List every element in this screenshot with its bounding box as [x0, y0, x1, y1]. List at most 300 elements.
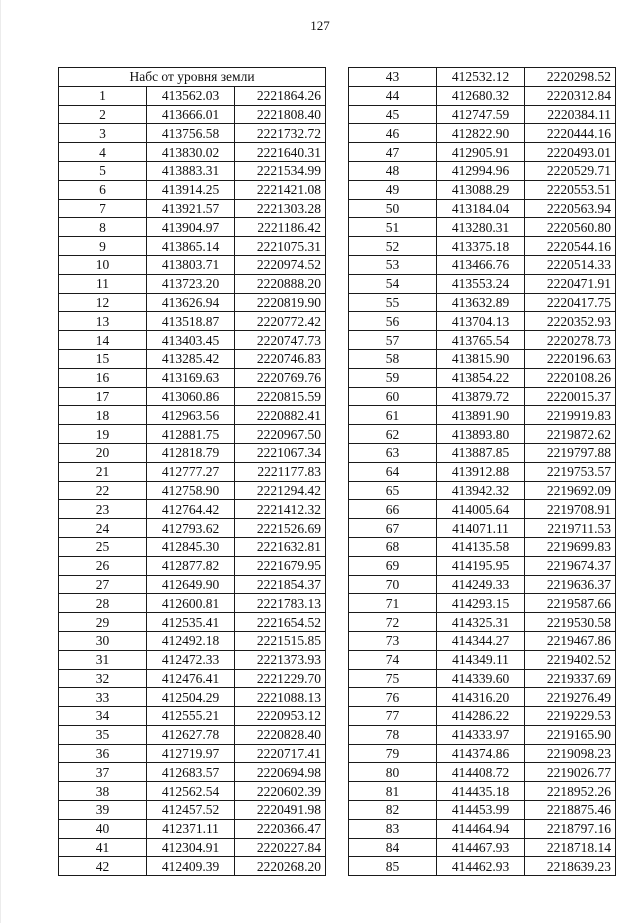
point-number: 58 [349, 349, 437, 368]
coord-y: 2219098.23 [525, 744, 616, 763]
table-row [59, 462, 326, 481]
coord-x: 414286.22 [437, 707, 525, 726]
coord-x: 414249.33 [437, 575, 525, 594]
point-number: 51 [349, 218, 437, 237]
point-number: 79 [349, 744, 437, 763]
coord-y: 2220769.76 [235, 368, 326, 387]
coord-x: 414467.93 [437, 838, 525, 857]
coord-y: 2220366.47 [235, 819, 326, 838]
scan-edge [0, 0, 1, 923]
table-row [59, 707, 326, 726]
table-row [59, 105, 326, 124]
coord-x: 414344.27 [437, 631, 525, 650]
coord-x: 414453.99 [437, 801, 525, 820]
point-number: 78 [349, 725, 437, 744]
coord-y: 2221088.13 [235, 688, 326, 707]
coord-x: 412457.52 [147, 801, 235, 820]
table-row [59, 218, 326, 237]
point-number: 64 [349, 462, 437, 481]
point-number: 84 [349, 838, 437, 857]
coord-y: 2219872.62 [525, 425, 616, 444]
table-row [349, 669, 616, 688]
coord-x: 413830.02 [147, 143, 235, 162]
point-number: 30 [59, 631, 147, 650]
coord-x: 412532.12 [437, 68, 525, 87]
coord-y: 2221864.26 [235, 86, 326, 105]
point-number: 24 [59, 519, 147, 538]
coord-y: 2220553.51 [525, 180, 616, 199]
point-number: 7 [59, 199, 147, 218]
point-number: 14 [59, 331, 147, 350]
coord-x: 412504.29 [147, 688, 235, 707]
point-number: 29 [59, 613, 147, 632]
coord-y: 2221421.08 [235, 180, 326, 199]
coord-x: 414325.31 [437, 613, 525, 632]
coord-x: 412555.21 [147, 707, 235, 726]
point-number: 75 [349, 669, 437, 688]
table-row [349, 218, 616, 237]
point-number: 50 [349, 199, 437, 218]
coord-y: 2219699.83 [525, 537, 616, 556]
table-row [59, 331, 326, 350]
point-number: 18 [59, 406, 147, 425]
point-number: 16 [59, 368, 147, 387]
coord-x: 414071.11 [437, 519, 525, 538]
table-row [59, 763, 326, 782]
coord-x: 414374.86 [437, 744, 525, 763]
table-row [349, 349, 616, 368]
table-row [59, 124, 326, 143]
point-number: 21 [59, 462, 147, 481]
coord-x: 413184.04 [437, 199, 525, 218]
coord-y: 2219587.66 [525, 594, 616, 613]
coord-x: 413088.29 [437, 180, 525, 199]
table-row [349, 312, 616, 331]
point-number: 4 [59, 143, 147, 162]
point-number: 2 [59, 105, 147, 124]
table-row [59, 650, 326, 669]
coord-x: 414293.15 [437, 594, 525, 613]
point-number: 41 [59, 838, 147, 857]
table-row [59, 349, 326, 368]
point-number: 8 [59, 218, 147, 237]
table-row [349, 500, 616, 519]
point-number: 49 [349, 180, 437, 199]
point-number: 76 [349, 688, 437, 707]
coord-x: 412535.41 [147, 613, 235, 632]
table-row [349, 199, 616, 218]
table-row [59, 519, 326, 538]
table-row [59, 161, 326, 180]
coord-y: 2220772.42 [235, 312, 326, 331]
coord-x: 412562.54 [147, 782, 235, 801]
table-row [59, 669, 326, 688]
coord-x: 413285.42 [147, 349, 235, 368]
coord-x: 412719.97 [147, 744, 235, 763]
table-header: Набс от уровня земли [59, 68, 326, 87]
point-number: 1 [59, 86, 147, 105]
table-row [349, 293, 616, 312]
coord-y: 2221075.31 [235, 237, 326, 256]
coord-x: 413666.01 [147, 105, 235, 124]
point-number: 68 [349, 537, 437, 556]
coord-y: 2220602.39 [235, 782, 326, 801]
coord-y: 2220717.41 [235, 744, 326, 763]
coord-y: 2221515.85 [235, 631, 326, 650]
table-row [59, 199, 326, 218]
coord-x: 412818.79 [147, 443, 235, 462]
coord-y: 2220882.41 [235, 406, 326, 425]
table-row [59, 688, 326, 707]
coord-y: 2220015.37 [525, 387, 616, 406]
coord-x: 413904.97 [147, 218, 235, 237]
coord-y: 2221632.81 [235, 537, 326, 556]
coord-x: 412371.11 [147, 819, 235, 838]
point-number: 15 [59, 349, 147, 368]
point-number: 22 [59, 481, 147, 500]
coord-y: 2220514.33 [525, 255, 616, 274]
point-number: 81 [349, 782, 437, 801]
coord-y: 2219467.86 [525, 631, 616, 650]
point-number: 31 [59, 650, 147, 669]
table-row [349, 180, 616, 199]
table-row [349, 594, 616, 613]
point-number: 80 [349, 763, 437, 782]
point-number: 55 [349, 293, 437, 312]
coord-y: 2219708.91 [525, 500, 616, 519]
coord-y: 2218797.16 [525, 819, 616, 838]
coord-x: 413765.54 [437, 331, 525, 350]
table-row [59, 255, 326, 274]
coord-y: 2220953.12 [235, 707, 326, 726]
table-row [59, 575, 326, 594]
coord-x: 414462.93 [437, 857, 525, 876]
table-row [349, 537, 616, 556]
point-number: 47 [349, 143, 437, 162]
table-row [349, 443, 616, 462]
point-number: 33 [59, 688, 147, 707]
point-number: 63 [349, 443, 437, 462]
coord-x: 413756.58 [147, 124, 235, 143]
coord-x: 412905.91 [437, 143, 525, 162]
table-row [349, 556, 616, 575]
point-number: 57 [349, 331, 437, 350]
table-row [59, 725, 326, 744]
coord-y: 2219026.77 [525, 763, 616, 782]
table-row [59, 387, 326, 406]
table-row [59, 237, 326, 256]
point-number: 65 [349, 481, 437, 500]
coordinates-table-left-body [59, 68, 326, 876]
coord-x: 412472.33 [147, 650, 235, 669]
coord-x: 413466.76 [437, 255, 525, 274]
coord-x: 414005.64 [437, 500, 525, 519]
point-number: 52 [349, 237, 437, 256]
table-row [59, 312, 326, 331]
table-row [59, 594, 326, 613]
table-row [349, 688, 616, 707]
point-number: 60 [349, 387, 437, 406]
table-row [59, 537, 326, 556]
coord-y: 2220227.84 [235, 838, 326, 857]
point-number: 43 [349, 68, 437, 87]
point-number: 10 [59, 255, 147, 274]
coord-y: 2218718.14 [525, 838, 616, 857]
coord-y: 2219402.52 [525, 650, 616, 669]
coord-y: 2219530.58 [525, 613, 616, 632]
coord-x: 413704.13 [437, 312, 525, 331]
table-row [349, 838, 616, 857]
coord-y: 2219337.69 [525, 669, 616, 688]
point-number: 19 [59, 425, 147, 444]
point-number: 82 [349, 801, 437, 820]
coord-y: 2219753.57 [525, 462, 616, 481]
point-number: 28 [59, 594, 147, 613]
coord-x: 413060.86 [147, 387, 235, 406]
coord-y: 2219919.83 [525, 406, 616, 425]
coord-x: 413921.57 [147, 199, 235, 218]
table-row [59, 819, 326, 838]
coord-x: 412747.59 [437, 105, 525, 124]
coord-x: 412649.90 [147, 575, 235, 594]
coord-y: 2219229.53 [525, 707, 616, 726]
coord-y: 2220444.16 [525, 124, 616, 143]
coord-x: 413280.31 [437, 218, 525, 237]
coord-y: 2220384.11 [525, 105, 616, 124]
table-row [349, 255, 616, 274]
table-row [59, 556, 326, 575]
coord-y: 2221526.69 [235, 519, 326, 538]
coord-x: 412627.78 [147, 725, 235, 744]
coord-y: 2220974.52 [235, 255, 326, 274]
point-number: 20 [59, 443, 147, 462]
point-number: 11 [59, 274, 147, 293]
table-row [349, 801, 616, 820]
table-row [349, 406, 616, 425]
point-number: 13 [59, 312, 147, 331]
coord-y: 2218952.26 [525, 782, 616, 801]
table-row [59, 180, 326, 199]
coord-x: 412963.56 [147, 406, 235, 425]
coord-y: 2220417.75 [525, 293, 616, 312]
table-row [349, 725, 616, 744]
coord-y: 2220268.20 [235, 857, 326, 876]
coordinates-table-right [348, 67, 616, 876]
coord-x: 413562.03 [147, 86, 235, 105]
table-row [349, 575, 616, 594]
coord-y: 2219674.37 [525, 556, 616, 575]
point-number: 23 [59, 500, 147, 519]
coord-x: 414408.72 [437, 763, 525, 782]
coord-y: 2221640.31 [235, 143, 326, 162]
coord-y: 2221534.99 [235, 161, 326, 180]
table-row [349, 631, 616, 650]
table-row [349, 68, 616, 87]
coord-x: 413914.25 [147, 180, 235, 199]
point-number: 77 [349, 707, 437, 726]
coord-y: 2221229.70 [235, 669, 326, 688]
coord-x: 413942.32 [437, 481, 525, 500]
coord-y: 2220278.73 [525, 331, 616, 350]
point-number: 72 [349, 613, 437, 632]
coord-y: 2221679.95 [235, 556, 326, 575]
point-number: 59 [349, 368, 437, 387]
point-number: 70 [349, 575, 437, 594]
point-number: 44 [349, 86, 437, 105]
point-number: 54 [349, 274, 437, 293]
coord-x: 414195.95 [437, 556, 525, 575]
coord-y: 2220471.91 [525, 274, 616, 293]
coord-y: 2221854.37 [235, 575, 326, 594]
coord-x: 412764.42 [147, 500, 235, 519]
point-number: 6 [59, 180, 147, 199]
table-row [349, 143, 616, 162]
table-row [349, 368, 616, 387]
coord-x: 412845.30 [147, 537, 235, 556]
coord-y: 2220819.90 [235, 293, 326, 312]
coord-x: 414339.60 [437, 669, 525, 688]
coord-x: 413912.88 [437, 462, 525, 481]
point-number: 25 [59, 537, 147, 556]
table-row [349, 744, 616, 763]
table-row [349, 707, 616, 726]
point-number: 32 [59, 669, 147, 688]
point-number: 71 [349, 594, 437, 613]
coord-x: 413553.24 [437, 274, 525, 293]
table-row [349, 857, 616, 876]
table-row [59, 857, 326, 876]
point-number: 56 [349, 312, 437, 331]
table-row [59, 293, 326, 312]
table-row [349, 124, 616, 143]
coord-y: 2219636.37 [525, 575, 616, 594]
coord-x: 413815.90 [437, 349, 525, 368]
coord-x: 413883.31 [147, 161, 235, 180]
table-row [349, 274, 616, 293]
point-number: 3 [59, 124, 147, 143]
point-number: 36 [59, 744, 147, 763]
coord-y: 2220967.50 [235, 425, 326, 444]
point-number: 35 [59, 725, 147, 744]
point-number: 69 [349, 556, 437, 575]
coord-y: 2221177.83 [235, 462, 326, 481]
coord-y: 2221783.13 [235, 594, 326, 613]
table-row [59, 782, 326, 801]
coord-x: 413403.45 [147, 331, 235, 350]
point-number: 17 [59, 387, 147, 406]
point-number: 9 [59, 237, 147, 256]
table-row [59, 143, 326, 162]
coord-x: 413169.63 [147, 368, 235, 387]
coord-x: 412600.81 [147, 594, 235, 613]
coord-y: 2221732.72 [235, 124, 326, 143]
table-row [59, 631, 326, 650]
point-number: 85 [349, 857, 437, 876]
table-row [59, 801, 326, 820]
coord-y: 2219276.49 [525, 688, 616, 707]
coord-x: 412877.82 [147, 556, 235, 575]
table-row [349, 387, 616, 406]
table-row [349, 613, 616, 632]
point-number: 67 [349, 519, 437, 538]
table-row [349, 105, 616, 124]
table-row [349, 462, 616, 481]
table-row [59, 425, 326, 444]
coord-x: 413626.94 [147, 293, 235, 312]
point-number: 12 [59, 293, 147, 312]
point-number: 26 [59, 556, 147, 575]
coord-x: 413803.71 [147, 255, 235, 274]
coord-x: 414135.58 [437, 537, 525, 556]
coord-y: 2220694.98 [235, 763, 326, 782]
coord-x: 412409.39 [147, 857, 235, 876]
coord-y: 2221067.34 [235, 443, 326, 462]
coord-x: 414464.94 [437, 819, 525, 838]
table-row [59, 86, 326, 105]
table-row [349, 819, 616, 838]
table-row [59, 500, 326, 519]
point-number: 34 [59, 707, 147, 726]
coord-x: 412994.96 [437, 161, 525, 180]
table-row [349, 86, 616, 105]
point-number: 27 [59, 575, 147, 594]
coord-y: 2220196.63 [525, 349, 616, 368]
coord-x: 414349.11 [437, 650, 525, 669]
point-number: 5 [59, 161, 147, 180]
table-row [349, 481, 616, 500]
point-number: 74 [349, 650, 437, 669]
point-number: 42 [59, 857, 147, 876]
coord-y: 2218639.23 [525, 857, 616, 876]
table-row [59, 443, 326, 462]
coord-y: 2220491.98 [235, 801, 326, 820]
coord-y: 2219797.88 [525, 443, 616, 462]
point-number: 83 [349, 819, 437, 838]
coord-y: 2220888.20 [235, 274, 326, 293]
coord-y: 2221654.52 [235, 613, 326, 632]
coord-x: 412304.91 [147, 838, 235, 857]
coord-y: 2218875.46 [525, 801, 616, 820]
point-number: 66 [349, 500, 437, 519]
point-number: 38 [59, 782, 147, 801]
point-number: 37 [59, 763, 147, 782]
point-number: 46 [349, 124, 437, 143]
coord-y: 2220108.26 [525, 368, 616, 387]
coord-x: 414333.97 [437, 725, 525, 744]
point-number: 61 [349, 406, 437, 425]
coord-x: 412881.75 [147, 425, 235, 444]
coord-x: 413723.20 [147, 274, 235, 293]
table-row [349, 782, 616, 801]
coord-y: 2220746.83 [235, 349, 326, 368]
coord-x: 414435.18 [437, 782, 525, 801]
coord-x: 412822.90 [437, 124, 525, 143]
table-row [59, 368, 326, 387]
coord-y: 2219711.53 [525, 519, 616, 538]
coord-y: 2221186.42 [235, 218, 326, 237]
table-row [59, 406, 326, 425]
point-number: 40 [59, 819, 147, 838]
coord-x: 412680.32 [437, 86, 525, 105]
coord-x: 412777.27 [147, 462, 235, 481]
table-header-row [59, 68, 326, 87]
coord-x: 413854.22 [437, 368, 525, 387]
coord-y: 2220828.40 [235, 725, 326, 744]
table-row [349, 650, 616, 669]
coordinates-table-left [58, 67, 326, 876]
table-row [59, 838, 326, 857]
table-row [349, 763, 616, 782]
